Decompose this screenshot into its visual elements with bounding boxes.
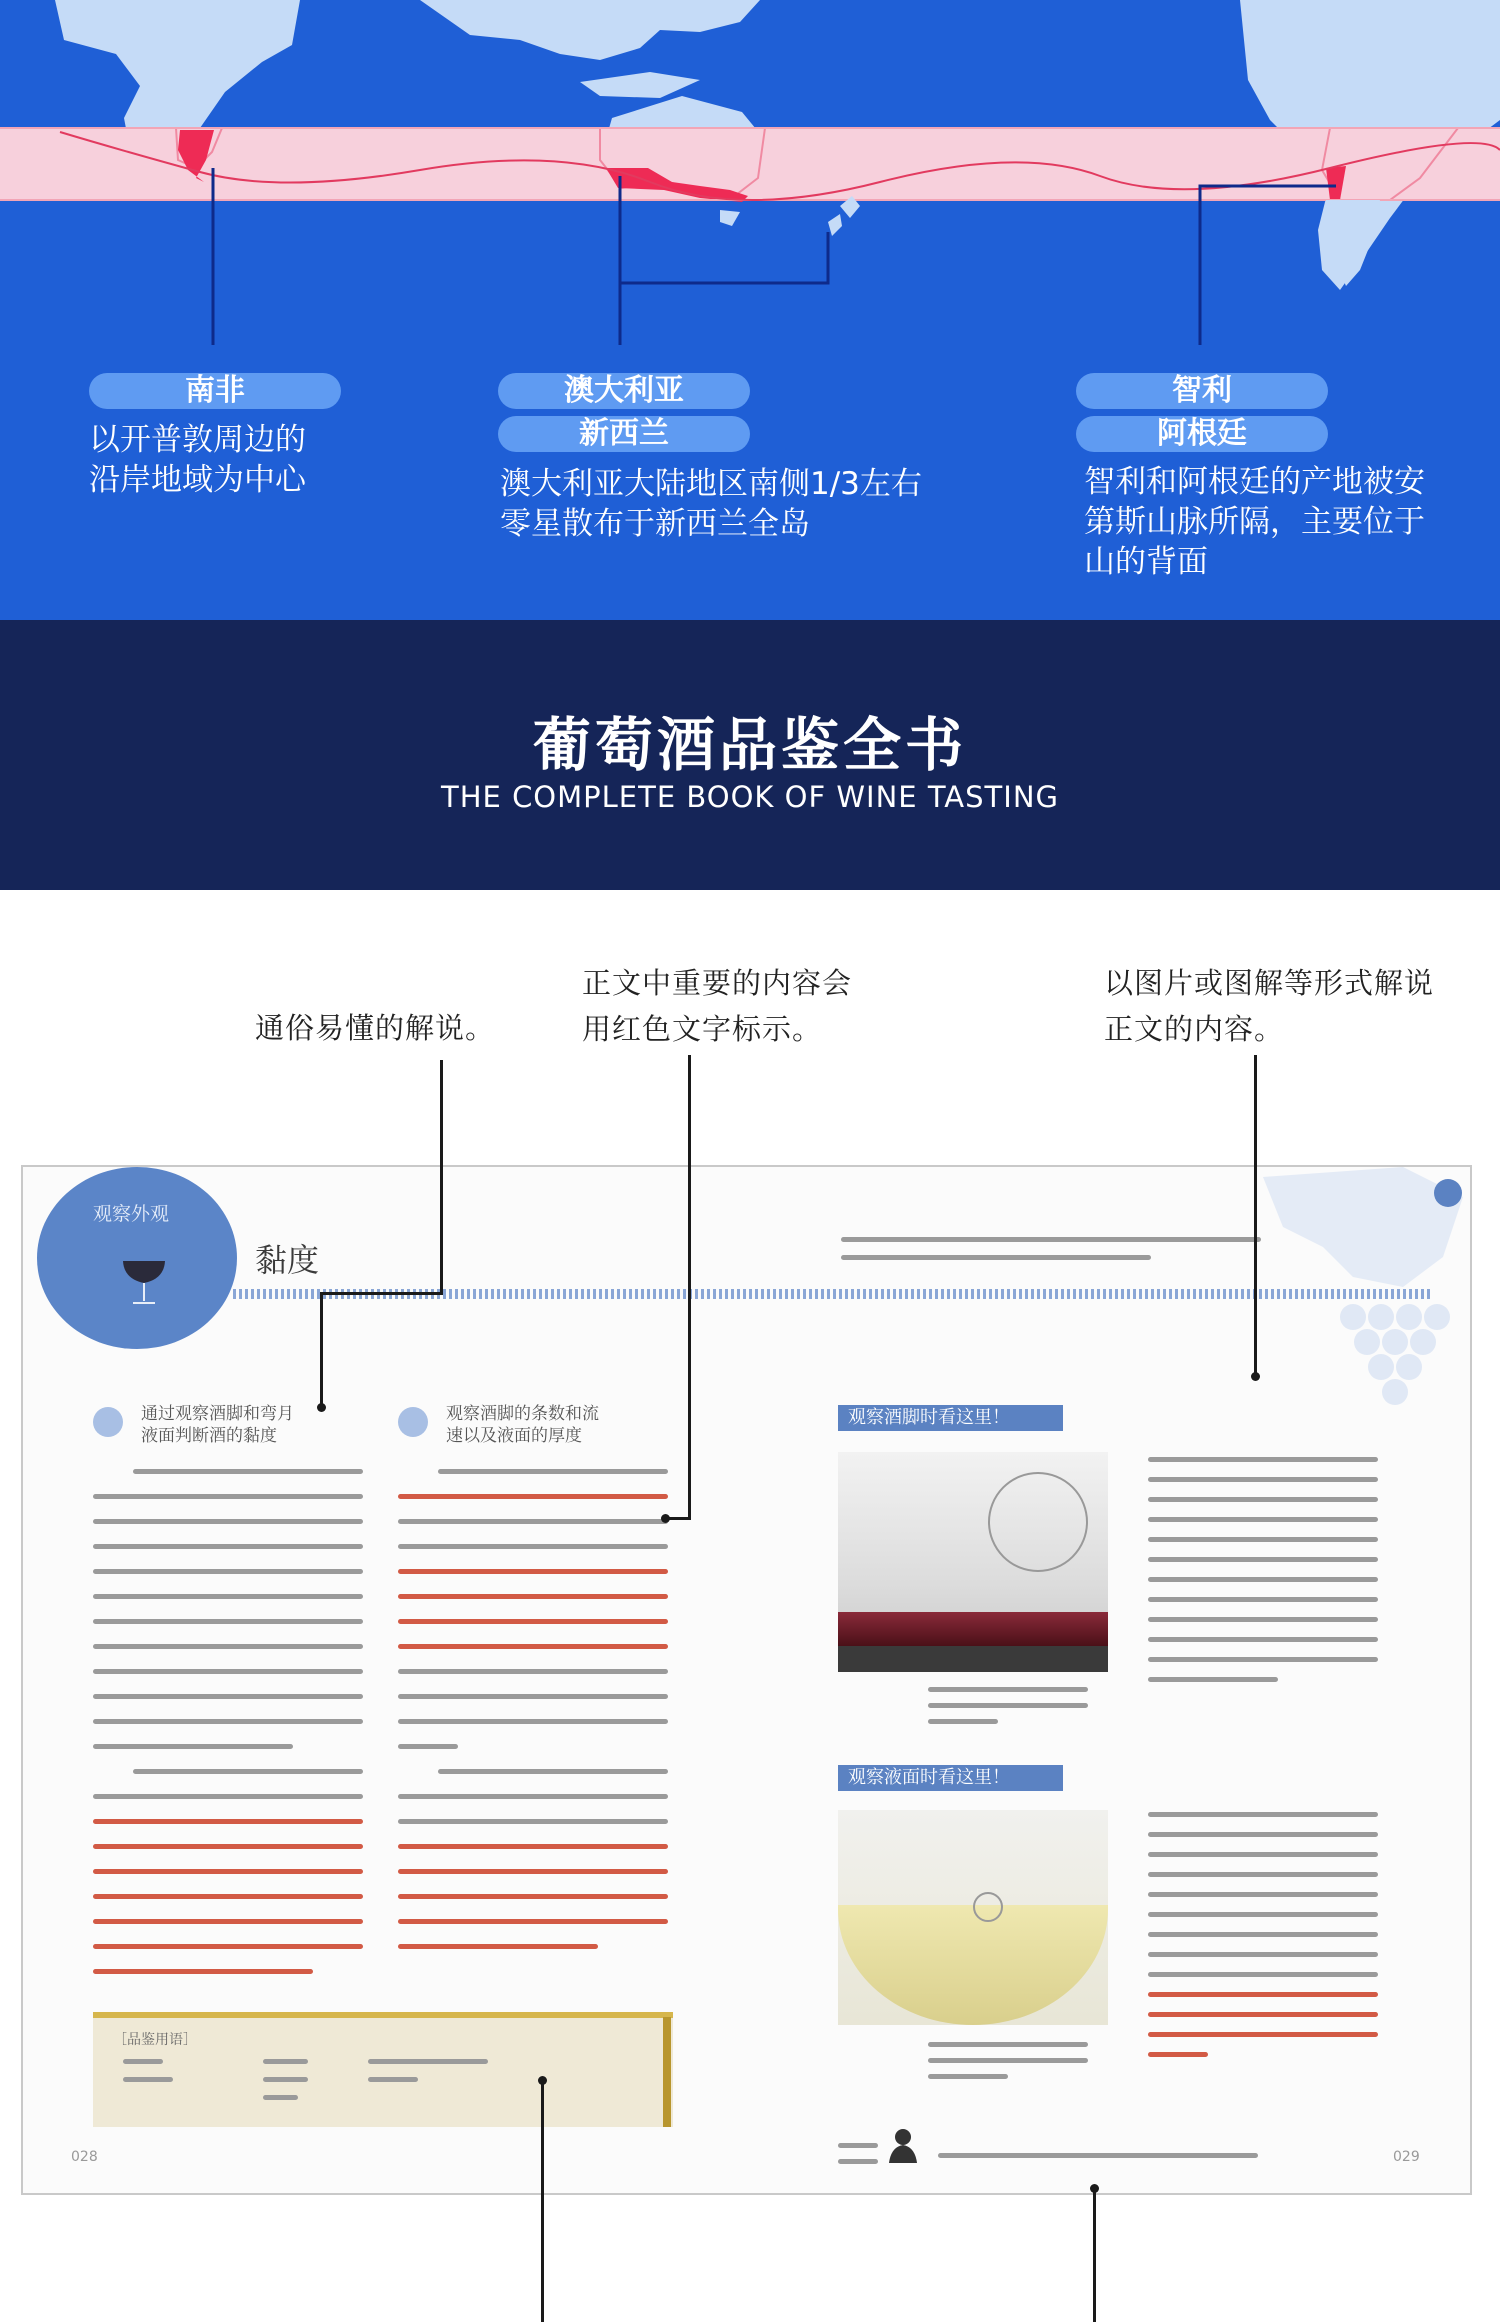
column2-heading: 观察酒脚的条数和流 速以及液面的厚度 bbox=[446, 1404, 599, 1446]
region-desc-australia: 澳大利亚大陆地区南侧1/3左右 零星散布于新西兰全岛 bbox=[500, 466, 922, 542]
wine-region-map bbox=[0, 0, 1500, 620]
indonesia-islands bbox=[580, 72, 700, 98]
book-subtitle: THE COMPLETE BOOK OF WINE TASTING bbox=[441, 780, 1059, 814]
new-zealand-islands bbox=[828, 196, 860, 236]
leader-line-footer bbox=[1093, 2188, 1096, 2322]
highlight-circle bbox=[988, 1472, 1088, 1572]
region-label-argentina: 阿根廷 bbox=[1076, 416, 1328, 452]
page-number-right: 029 bbox=[1393, 2149, 1420, 2165]
bullet-icon bbox=[93, 1407, 123, 1437]
asia-landmass bbox=[420, 0, 760, 60]
column1-heading: 通过观察酒脚和弯月 液面判断酒的黏度 bbox=[141, 1404, 294, 1446]
highlight-circle bbox=[973, 1892, 1003, 1922]
section-circle-label: 观察外观 bbox=[93, 1203, 170, 1225]
wine-glass-icon bbox=[117, 1255, 171, 1313]
photo-section-tag: 观察液面时看这里！ bbox=[838, 1765, 1063, 1791]
book-title-band bbox=[0, 620, 1500, 890]
sommelier-icon bbox=[883, 2125, 923, 2165]
region-label-australia: 澳大利亚 bbox=[498, 373, 750, 409]
page-number-left: 028 bbox=[71, 2149, 98, 2165]
leader-line-plain bbox=[440, 1060, 443, 1294]
book-title: 葡萄酒品鉴全书 bbox=[532, 711, 967, 779]
region-label-chile: 智利 bbox=[1076, 373, 1328, 409]
callout-red-text: 正文中重要的内容会 用红色文字标示。 bbox=[582, 966, 853, 1046]
leader-line-illustration bbox=[1254, 1055, 1257, 1375]
photo-section-tag: 观察酒脚时看这里！ bbox=[838, 1405, 1063, 1431]
callout-plain-explanation: 通俗易懂的解说。 bbox=[255, 1011, 496, 1045]
leader-line-memo bbox=[541, 2080, 544, 2322]
region-label-new-zealand: 新西兰 bbox=[498, 416, 750, 452]
region-desc-south-africa: 以开普敦周边的 沿岸地域为中心 bbox=[89, 422, 306, 498]
region-label-south-africa: 南非 bbox=[89, 373, 341, 409]
region-desc-chile-argentina: 智利和阿根廷的产地被安 第斯山脉所隔，主要位于 山的背面 bbox=[1084, 464, 1425, 580]
leader-line-red-text bbox=[688, 1055, 691, 1520]
page-title: 黏度 bbox=[255, 1241, 320, 1279]
map-decoration bbox=[1203, 1167, 1472, 1447]
memo-label: ［品鉴用语］ bbox=[113, 2032, 197, 2048]
callout-illustration: 以图片或图解等形式解说 正文的内容。 bbox=[1104, 966, 1435, 1046]
bullet-icon bbox=[398, 1407, 428, 1437]
